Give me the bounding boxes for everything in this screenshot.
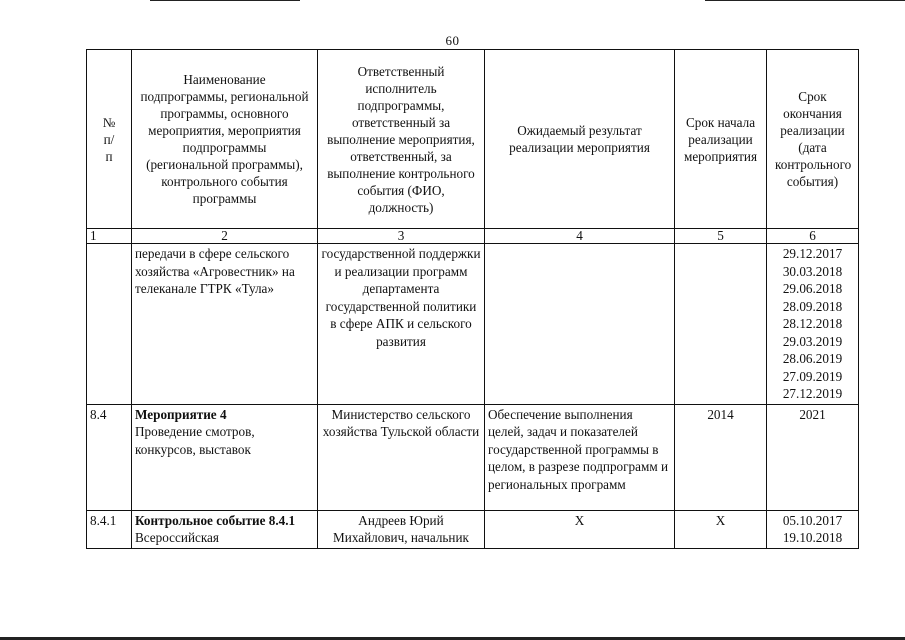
header-name: Наименование подпрограммы, региональной программы, основного мероприятия, мероприятия подпрограммы (региональной программы), контрольного события программы — [132, 50, 318, 229]
row-end-dates — [767, 404, 859, 510]
table-header-row — [87, 50, 859, 229]
column-number: 1 — [87, 229, 132, 244]
row-name-text: Проведение смотров, конкурсов, выставок — [135, 424, 255, 457]
row-number — [87, 244, 132, 405]
row-name — [132, 244, 318, 405]
row-end-dates — [767, 244, 859, 405]
column-number: 5 — [675, 229, 767, 244]
row-name-title: Мероприятие 4 — [135, 406, 227, 422]
column-number: 6 — [767, 229, 859, 244]
row-responsible: государственной поддержки и реализации программ департамента государственной политики в сфере АПК и сельского развития — [318, 244, 485, 405]
row-number: 8.4 — [87, 404, 132, 510]
table-row — [87, 404, 859, 510]
end-date: 28.06.2019 — [782, 351, 843, 366]
end-date: 27.12.2019 — [782, 386, 843, 401]
row-name-text: Всероссийская — [135, 530, 219, 545]
row-result: X — [485, 510, 675, 548]
row-result: Обеспечение выполнения целей, задач и показателей государственной программы в целом, в разрезе подпрограмм и региональных программ — [485, 404, 675, 510]
end-date: 28.12.2018 — [782, 316, 843, 331]
row-name-title: Контрольное событие 8.4.1 — [135, 512, 296, 528]
end-date: 05.10.2017 — [782, 512, 843, 528]
end-date: 29.12.2017 — [782, 246, 843, 261]
row-start: 2014 — [675, 404, 767, 510]
end-date: 28.09.2018 — [782, 298, 843, 314]
end-date: 27.09.2019 — [782, 368, 843, 384]
row-start: X — [675, 510, 767, 548]
end-date: 29.03.2019 — [782, 333, 843, 349]
scan-edge-top-right — [705, 0, 905, 1]
program-table — [86, 49, 859, 549]
row-name-text: передачи в сфере сельского хозяйства «Агровестник» на телеканале ГТРК «Тула» — [135, 246, 295, 296]
end-date: 29.06.2018 — [782, 281, 843, 296]
row-end-dates — [767, 510, 859, 548]
row-name — [132, 510, 318, 548]
table-row — [87, 510, 859, 548]
table-row — [87, 244, 859, 405]
header-result: Ожидаемый результат реализации мероприятия — [485, 50, 675, 229]
row-responsible: Министерство сельского хозяйства Тульской области — [318, 404, 485, 510]
row-start — [675, 244, 767, 405]
row-responsible: Андреев Юрий Михайлович, начальник — [318, 510, 485, 548]
column-numbers-row — [87, 229, 859, 244]
column-number: 4 — [485, 229, 675, 244]
header-responsible: Ответственный исполнитель подпрограммы, ответственный за выполнение мероприятия, ответственный, за выполнение контрольного события (ФИО, должность) — [318, 50, 485, 229]
header-end: Срок окончания реализации (дата контрольного события) — [767, 50, 859, 229]
row-number: 8.4.1 — [87, 510, 132, 548]
end-date: 2021 — [799, 406, 826, 422]
header-start: Срок начала реализации мероприятия — [675, 50, 767, 229]
end-date: 30.03.2018 — [782, 263, 843, 279]
column-number: 2 — [132, 229, 318, 244]
row-name — [132, 404, 318, 510]
header-number: № п/п — [87, 50, 132, 229]
scan-edge-top-left — [150, 0, 300, 1]
row-result — [485, 244, 675, 405]
end-date: 19.10.2018 — [782, 530, 843, 545]
column-number: 3 — [318, 229, 485, 244]
page-number: 60 — [445, 33, 460, 48]
